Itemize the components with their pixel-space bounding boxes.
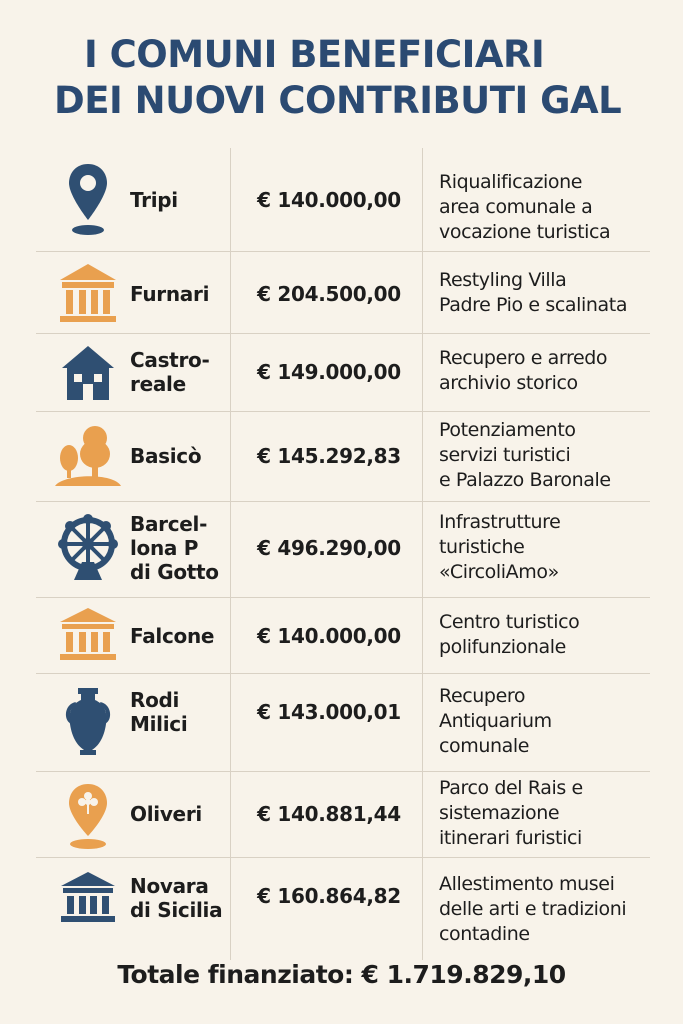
comune-name: Falcone [130,624,215,648]
table-row [36,252,650,334]
comune-name: Barcel- lona P di Gotto [130,512,219,584]
table-row [36,858,650,960]
temple-icon [52,606,124,664]
flower-pin-icon [52,782,124,850]
amount-value: € 143.000,01 [257,700,401,724]
museum-icon [52,870,124,924]
total-funding: Totale finanziato: € 1.719.829,10 [117,960,566,989]
project-description: Centro turistico polifunzionale [439,611,580,658]
project-description: Infrastrutture turistiche «CircoliAmo» [439,511,561,583]
map-pin-icon [52,162,124,238]
comune-name: Rodi Milici [130,688,188,736]
comune-name: Castro- reale [130,348,210,396]
amount-value: € 149.000,00 [257,360,401,384]
amount-value: € 145.292,83 [257,444,401,468]
house-icon [52,344,124,402]
project-description: Recupero e arredo archivio storico [439,347,608,394]
title-line-2: DEI NUOVI CONTRIBUTI GAL [54,79,622,122]
trees-icon [52,424,124,490]
amount-value: € 140.000,00 [257,624,401,648]
project-description: Riqualificazione area comunale a vocazione turistica [439,171,611,243]
table-row [36,412,650,502]
title-line-1: I COMUNI BENEFICIARI [84,33,545,76]
amount-value: € 496.290,00 [257,536,401,560]
ferris-wheel-icon [52,514,124,584]
amount-value: € 140.000,00 [257,188,401,212]
comune-name: Basicò [130,444,202,468]
project-description: Restyling Villa Padre Pio e scalinata [439,269,628,316]
table-row [36,334,650,412]
amount-value: € 160.864,82 [257,884,401,908]
project-description: Parco del Rais e sistemazione itinerari furistici [439,777,583,849]
project-description: Recupero Antiquarium comunale [439,685,552,757]
beneficiaries-table [36,148,650,960]
table-row [36,502,650,598]
table-row [36,598,650,674]
comune-name: Oliveri [130,802,202,826]
amount-value: € 204.500,00 [257,282,401,306]
table-row [36,148,650,252]
project-description: Allestimento musei delle arti e tradizioni contadine [439,873,627,945]
project-description: Potenziamento servizi turistici e Palazzo Baronale [439,419,611,491]
comune-name: Tripi [130,188,178,212]
comune-name: Novara di Sicilia [130,874,223,922]
table-row [36,674,650,772]
temple-icon [52,262,124,324]
table-row [36,772,650,858]
amount-value: € 140.881,44 [257,802,401,826]
amphora-icon [52,686,124,756]
comune-name: Furnari [130,282,210,306]
